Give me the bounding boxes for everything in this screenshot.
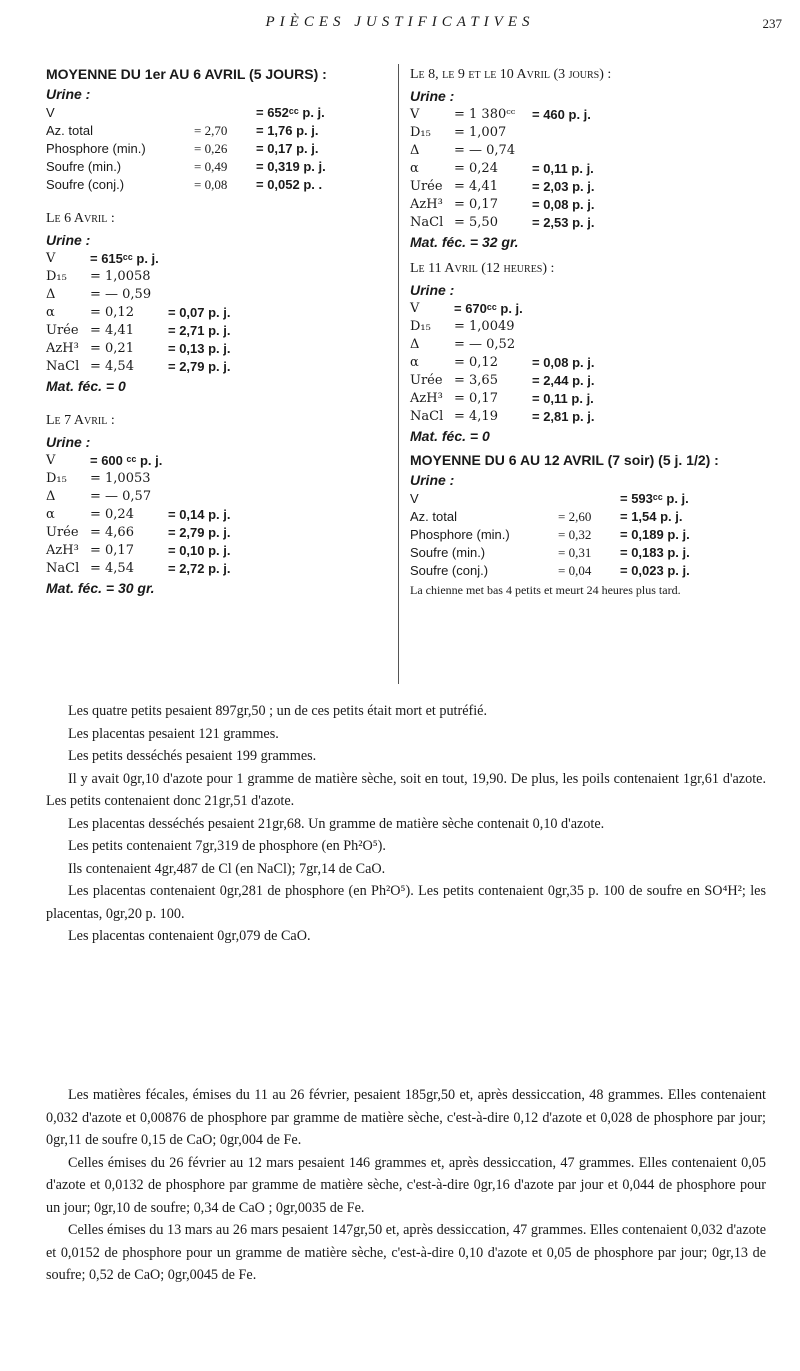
row-value: = — 0,59 xyxy=(90,287,152,302)
fecal-matter: Mat. féc. = 0 xyxy=(46,378,126,394)
row-value: = 0,17 xyxy=(454,197,498,212)
row-label: Δ xyxy=(410,143,420,158)
row-label: V xyxy=(410,107,420,122)
row-value: = 3,65 xyxy=(454,373,498,388)
row-value: = 0,17 xyxy=(454,391,498,406)
row-daily: = 0,13 p. j. xyxy=(168,341,231,356)
row-label: Δ xyxy=(410,337,420,352)
fecal-matter: Mat. féc. = 30 gr. xyxy=(46,580,155,596)
left-column xyxy=(46,64,392,598)
paragraph: Les placentas contenaient 0gr,281 de phosphore (en Ph²O⁵). Les petits contenaient 0gr,35 p. 100 de soufre en SO⁴H²; les placentas, 0gr,20 p. 100. xyxy=(46,883,766,922)
row-label: Urée xyxy=(46,323,79,338)
block-title: MOYENNE DU 6 AU 12 AVRIL (7 soir) (5 j. 1/2) : xyxy=(410,452,719,468)
row-label: α xyxy=(46,305,55,320)
row-label: D₁₅ xyxy=(46,471,67,486)
row-value: = 4,19 xyxy=(454,409,498,424)
fecal-matter: Mat. féc. = 32 gr. xyxy=(410,234,519,250)
row-label: V xyxy=(46,251,56,266)
row-daily: = 2,81 p. j. xyxy=(532,409,595,424)
row-value: = 4,54 xyxy=(90,561,134,576)
row-daily: = 0,08 p. j. xyxy=(532,197,595,212)
row-value: = 0,31 xyxy=(558,545,592,560)
row-value: = 2,60 xyxy=(558,509,592,524)
row-daily: = 2,03 p. j. xyxy=(532,179,595,194)
row-daily: = 1,76 p. j. xyxy=(256,123,319,138)
block-subtitle: Urine : xyxy=(410,88,455,104)
row-label: V xyxy=(410,491,419,506)
paragraph: Les placentas contenaient 0gr,079 de CaO. xyxy=(68,928,311,944)
row-value: = 0,21 xyxy=(90,341,134,356)
row-daily: = 0,183 p. j. xyxy=(620,545,690,560)
row-value: = 0,24 xyxy=(90,507,134,522)
block-subtitle: Urine : xyxy=(410,282,455,298)
row-daily: = 0,10 p. j. xyxy=(168,543,231,558)
row-label: AzH³ xyxy=(46,341,79,356)
row-label: Phosphore (min.) xyxy=(46,141,146,156)
row-value: = — 0,57 xyxy=(90,489,152,504)
row-daily: = 0,319 p. j. xyxy=(256,159,326,174)
block-subtitle: Urine : xyxy=(410,472,455,488)
row-value: = 4,54 xyxy=(90,359,134,374)
row-label: Soufre (conj.) xyxy=(46,177,125,192)
column-divider xyxy=(398,64,399,684)
row-label: NaCl xyxy=(410,215,444,230)
row-label: V xyxy=(46,453,56,468)
row-value: = 670ᶜᶜ p. j. xyxy=(454,301,523,316)
page-number: 237 xyxy=(762,16,782,31)
block-note: La chienne met bas 4 petits et meurt 24 heures plus tard. xyxy=(410,583,681,597)
row-daily: = 2,44 p. j. xyxy=(532,373,595,388)
row-value: = 2,70 xyxy=(194,123,228,138)
paragraph: Les matières fécales, émises du 11 au 26 février, pesaient 185gr,50 et, après dessiccation, 48 grammes. Elles contenaient 0,032 d'azote et 0,00876 de phosphore par gramme de matière sèche, c'est-à-dire 0,12 d'azote et 0,028 de phosphore par jour; 0gr,11 de soufre 0,15 de CaO; 0gr,004 de Fe. xyxy=(46,1087,766,1148)
paragraph: Les quatre petits pesaient 897gr,50 ; un de ces petits était mort et putréfié. xyxy=(68,703,488,719)
row-label: NaCl xyxy=(46,359,80,374)
row-label: NaCl xyxy=(410,409,444,424)
row-daily: = 460 p. j. xyxy=(532,107,591,122)
row-label: Δ xyxy=(46,287,56,302)
row-value: = 1,0053 xyxy=(90,471,151,486)
row-value: = 600 ᶜᶜ p. j. xyxy=(90,453,163,468)
row-label: Soufre (conj.) xyxy=(410,563,489,578)
row-value: = 0,04 xyxy=(558,563,592,578)
block-subtitle: Urine : xyxy=(46,232,91,248)
row-value: = 4,41 xyxy=(454,179,498,194)
fecal-matter: Mat. féc. = 0 xyxy=(410,428,490,444)
row-label: α xyxy=(410,161,419,176)
row-daily: = 0,17 p. j. xyxy=(256,141,319,156)
row-label: V xyxy=(410,301,420,316)
block-subtitle: Urine : xyxy=(46,434,91,450)
row-daily: = 0,11 p. j. xyxy=(532,391,594,406)
row-value: = 1,0049 xyxy=(454,319,515,334)
row-label: Urée xyxy=(46,525,79,540)
row-label: AzH³ xyxy=(46,543,79,558)
row-label: Urée xyxy=(410,179,443,194)
block-title: Le 6 Avril : xyxy=(46,211,115,226)
row-daily: = 2,53 p. j. xyxy=(532,215,595,230)
row-value: = 4,41 xyxy=(90,323,134,338)
row-label: AzH³ xyxy=(410,391,443,406)
row-label: α xyxy=(46,507,55,522)
row-value: = 0,08 xyxy=(194,177,228,192)
row-value: = 0,32 xyxy=(558,527,592,542)
row-label: Az. total xyxy=(46,123,93,138)
row-value: = 0,24 xyxy=(454,161,498,176)
block-title: Le 11 Avril (12 heures) : xyxy=(410,261,555,276)
row-label: D₁₅ xyxy=(410,319,431,334)
row-label: Az. total xyxy=(410,509,457,524)
row-value: = 1 380ᶜᶜ xyxy=(454,107,516,122)
row-daily: = 0,07 p. j. xyxy=(168,305,231,320)
paragraph: Ils contenaient 4gr,487 de Cl (en NaCl); 7gr,14 de CaO. xyxy=(68,860,386,877)
row-daily: = 0,08 p. j. xyxy=(532,355,595,370)
row-value: = 0,26 xyxy=(194,141,228,156)
prose-section-offspring xyxy=(46,700,766,948)
row-daily: = 593ᶜᶜ p. j. xyxy=(620,491,689,506)
row-label: Soufre (min.) xyxy=(410,545,486,560)
row-daily: = 2,79 p. j. xyxy=(168,525,231,540)
paragraph: Les placentas pesaient 121 grammes. xyxy=(68,725,279,742)
row-label: D₁₅ xyxy=(46,269,67,284)
row-label: D₁₅ xyxy=(410,125,431,140)
block-title: Le 8, le 9 et le 10 Avril (3 jours) : xyxy=(410,67,612,82)
row-label: Urée xyxy=(410,373,443,388)
block-title: Le 7 Avril : xyxy=(46,413,115,428)
row-value: = 0,17 xyxy=(90,543,134,558)
row-value: = 0,12 xyxy=(454,355,498,370)
row-daily: = 1,54 p. j. xyxy=(620,509,683,524)
block-subtitle: Urine : xyxy=(46,86,91,102)
paragraph: Les petits desséchés pesaient 199 grammes. xyxy=(68,748,317,764)
row-daily: = 0,11 p. j. xyxy=(532,161,594,176)
right-column xyxy=(410,64,780,598)
row-value: = 1,0058 xyxy=(90,269,151,284)
row-value: = 4,66 xyxy=(90,525,134,540)
paragraph: Les petits contenaient 7gr,319 de phosphore (en Ph²O⁵). xyxy=(68,838,386,854)
row-daily: = 0,023 p. j. xyxy=(620,563,690,578)
row-daily: = 2,72 p. j. xyxy=(168,561,231,576)
row-value: = 5,50 xyxy=(454,215,498,230)
paragraph: Celles émises du 13 mars au 26 mars pesaient 147gr,50 et, après dessiccation, 47 grammes. Elles contenaient 0,032 d'azote et 0,0152 de phosphore pour un gramme de matière sèche, c'est-à-dire 0,10 d'azote et 0,05 de phosphore par jour; 0gr,13 de soufre; 0,52 de CaO; 0gr,0045 de Fe. xyxy=(46,1222,766,1283)
row-label: Phosphore (min.) xyxy=(410,527,510,542)
row-daily: = 2,79 p. j. xyxy=(168,359,231,374)
running-header xyxy=(0,10,800,50)
row-label: NaCl xyxy=(46,561,80,576)
row-daily: = 0,189 p. j. xyxy=(620,527,690,542)
row-label: AzH³ xyxy=(410,197,443,212)
paragraph: Celles émises du 26 février au 12 mars pesaient 146 grammes et, après dessiccation, 47 grammes. Elles contenaient 0,05 d'azote et 0,0132 de phosphore par gramme de matière sèche, c'est-à-dire 0gr,16 d'azote par jour et 0,044 de phosphore pour un jour; 0gr,10 de soufre; 0,34 de CaO ; 0gr,0035 de Fe. xyxy=(46,1154,766,1216)
row-label: Soufre (min.) xyxy=(46,159,122,174)
row-value: = — 0,74 xyxy=(454,143,516,158)
row-label: Δ xyxy=(46,489,56,504)
block-title: MOYENNE DU 1er AU 6 AVRIL (5 JOURS) : xyxy=(46,66,327,82)
row-value: = 0,49 xyxy=(194,159,228,174)
paragraph: Il y avait 0gr,10 d'azote pour 1 gramme de matière sèche, soit en tout, 19,90. De plus, les poils contenaient 1gr,61 d'azote. Les petits contenaient donc 21gr,51 d'azote. xyxy=(46,770,766,809)
row-daily: = 0,052 p. . xyxy=(256,177,323,192)
prose-section-feces xyxy=(46,1084,766,1287)
row-daily: = 652ᶜᶜ p. j. xyxy=(256,105,325,120)
paragraph: Les placentas desséchés pesaient 21gr,68. Un gramme de matière sèche contenait 0,10 d'azote. xyxy=(68,815,605,832)
row-value: = 0,12 xyxy=(90,305,134,320)
row-value: = 615ᶜᶜ p. j. xyxy=(90,251,159,266)
row-value: = 1,007 xyxy=(454,125,507,140)
row-value: = — 0,52 xyxy=(454,337,516,352)
row-daily: = 0,14 p. j. xyxy=(168,507,231,522)
row-label: α xyxy=(410,355,419,370)
row-label: V xyxy=(46,105,55,120)
row-daily: = 2,71 p. j. xyxy=(168,323,231,338)
running-title: PIÈCES JUSTIFICATIVES xyxy=(265,14,535,30)
